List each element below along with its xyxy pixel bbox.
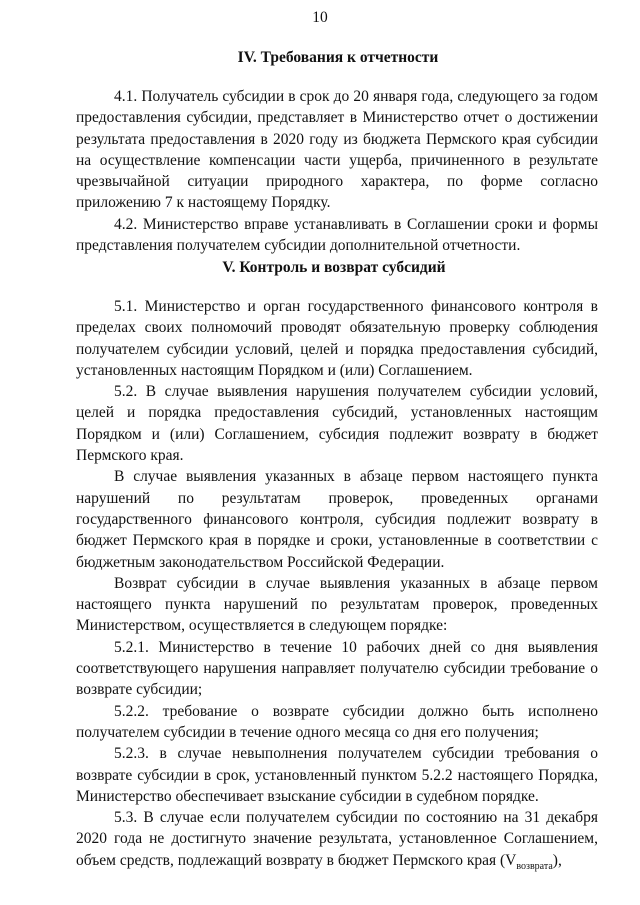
paragraph-5-3-text: 5.3. В случае если получателем субсидии по состоянию на 31 декабря 2020 года не достигнуто значение результата, установленное Соглашением, объем средств, подлежащий возврату в бюджет Пермского края (V [76,809,598,869]
section-5-body [76,296,598,871]
section-4-heading: IV. Требования к отчетности [237,49,439,66]
paragraph-4-2: 4.2. Министерство вправе устанавливать в Соглашении сроки и формы представления получателем субсидии дополнительной отчетности. [76,215,598,255]
paragraph-5-2-abzac-2: В случае выявления указанных в абзаце первом настоящего пункта нарушений по результатам проверок, проведенных органами государственного финансового контроля, субсидия подлежит возврату в бюджет Пермского края в порядке и сроки, установленные в соответствии с бюджетным законодательством Российской Федерации. [76,468,598,571]
section-4-body [76,86,598,256]
paragraph-5-3 [76,807,598,871]
paragraph-5-1: 5.1. Министерство и орган государственного финансового контроля в пределах своих полномочий проводят обязательную проверку соблюдения получателем субсидии условий, целей и порядка предоставления субсидий, установленных настоящим Порядком и (или) Соглашением. [76,298,598,379]
paragraph-4-1: 4.1. Получатель субсидии в срок до 20 января года, следующего за годом предоставления субсидии, представляет в Министерство отчет о достижении результата предоставления в 2020 году из бюджета Пермского края субсидии на осуществление компенсации части ущерба, причиненного в результате чрезвычайной ситуации природного характера, по форме согласно приложению 7 к настоящему Порядку. [76,88,598,212]
paragraph-5-2-1: 5.2.1. Министерство в течение 10 рабочих дней со дня выявления соответствующего нарушения направляет получателю субсидии требование о возврате субсидии; [76,638,598,699]
paragraph-5-2-2: 5.2.2. требование о возврате субсидии должно быть исполнено получателем субсидии в течение одного месяца со дня его получения; [76,702,598,741]
paragraph-5-2: 5.2. В случае выявления нарушения получателем субсидии условий, целей и порядка предоставления субсидий, установленных настоящим Порядком и (или) Соглашением, субсидия подлежит возврату в бюджет Пермского края. [76,383,598,465]
page-number: 10 [312,9,328,26]
v-subscript: возврата [516,860,553,872]
paragraph-5-3-tail: ), [552,851,562,869]
section-5-heading: V. Контроль и возврат субсидий [222,259,446,276]
paragraph-5-2-abzac-3: Возврат субсидии в случае выявления указанных в абзаце первом настоящего пункта нарушений по результатам проверок, проведенных Министерством, осуществляется в следующем порядке: [76,574,598,635]
paragraph-5-2-3: 5.2.3. в случае невыполнения получателем субсидии требования о возврате субсидии в срок, установленный пунктом 5.2.2 настоящего Порядка, Министерство обеспечивает взыскание субсидии в судебном порядке. [76,745,598,805]
